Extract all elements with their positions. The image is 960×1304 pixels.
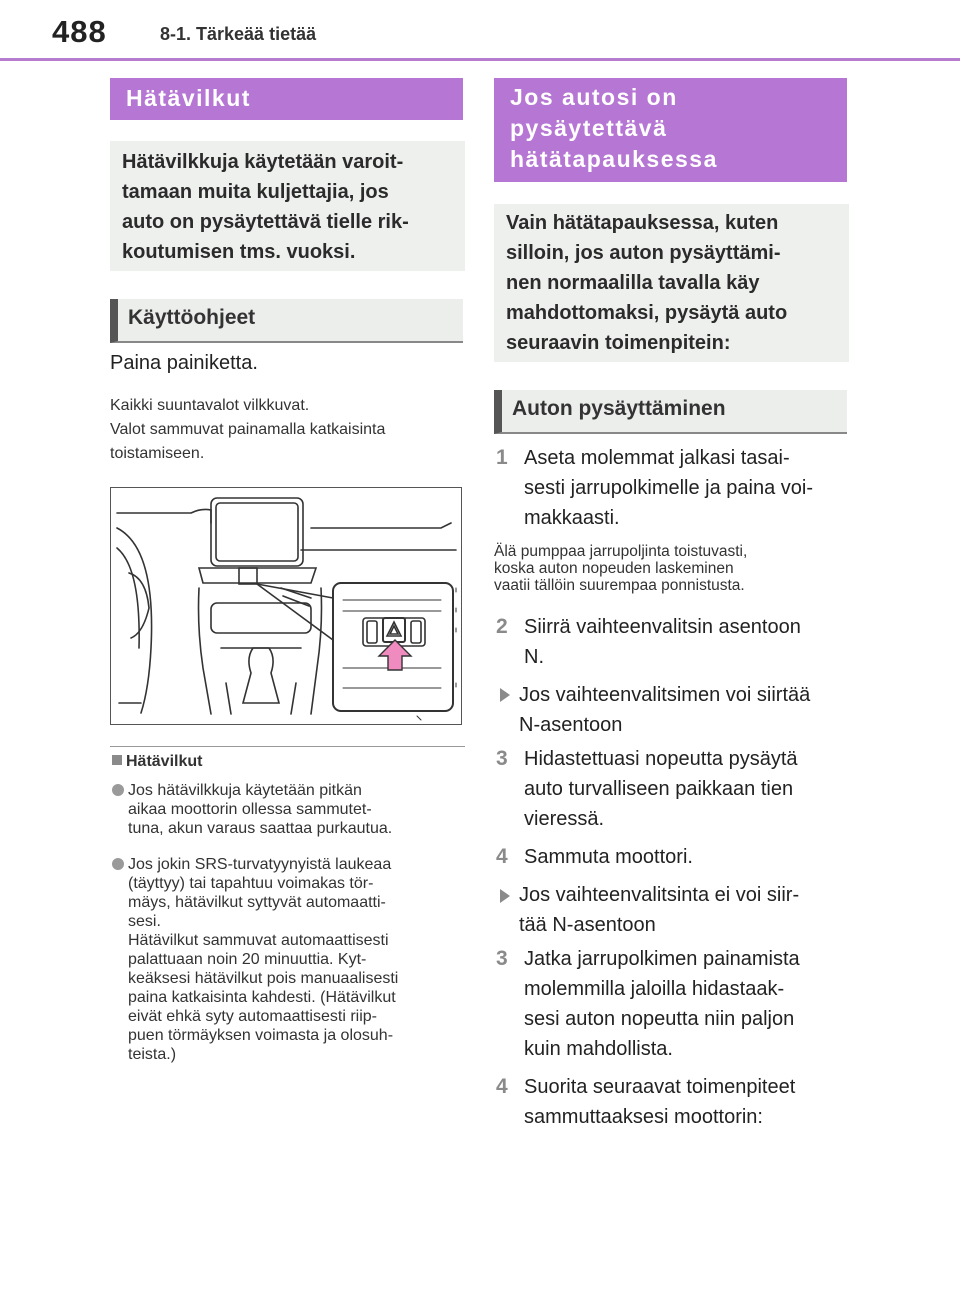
- intro-line: nen normaalilla tavalla käy: [506, 272, 760, 294]
- step-1: [524, 443, 813, 533]
- step-number: 1: [496, 446, 508, 469]
- case-line: Jos vaihteenvalitsinta ei voi siir-: [519, 884, 800, 906]
- step-2: [524, 612, 801, 672]
- figure-divider: [110, 746, 465, 747]
- page-header: [0, 0, 960, 62]
- subsection-title-instructions: Käyttöohjeet: [110, 299, 463, 343]
- step-4b: [524, 1072, 795, 1132]
- subsection-title-stopping: Auton pysäyttäminen: [494, 390, 847, 434]
- note-line: eivät ehkä syty automaattisesti riip-: [128, 1008, 377, 1025]
- note-line: keäksesi hätävilkut pois manuaalisesti: [128, 970, 399, 987]
- intro-line: silloin, jos auton pysäyttämi-: [506, 242, 781, 264]
- note-line: aikaa moottorin ollessa sammutet-: [128, 801, 372, 818]
- intro-line: koutumisen tms. vuoksi.: [122, 241, 356, 263]
- note-line: sesi.: [128, 913, 161, 930]
- step-number: 4: [496, 1075, 508, 1098]
- triangle-bullet-icon: [500, 688, 510, 702]
- step-3b: [524, 944, 800, 1064]
- step-line: kuin mahdollista.: [524, 1038, 673, 1060]
- square-bullet-icon: [112, 755, 122, 765]
- intro-line: auto on pysäytettävä tielle rik-: [122, 211, 409, 233]
- step-line: Jatka jarrupolkimen painamista: [524, 948, 800, 970]
- case-can-shift: [519, 680, 810, 740]
- detail-line: toistamiseen.: [110, 445, 205, 462]
- note-line: paina katkaisinta kahdesti. (Hätävilkut: [128, 989, 396, 1006]
- step-number: 4: [496, 845, 508, 868]
- note-line: (täyttyy) tai tapahtuu voimakas tör-: [128, 875, 374, 892]
- title-line: pysäytettävä: [510, 115, 668, 141]
- notes-heading: [112, 752, 202, 771]
- case-line: tää N-asentoon: [519, 914, 656, 936]
- note-line: tuna, akun varaus saattaa purkautua.: [128, 820, 393, 837]
- step-line: vieressä.: [524, 808, 605, 830]
- step-line: sesti jarrupolkimelle ja paina voi-: [524, 477, 814, 499]
- note-line: Jos jokin SRS-turvatyynyistä laukeaa: [128, 856, 392, 873]
- note-srs: [128, 855, 398, 1064]
- step-number: 3: [496, 747, 508, 770]
- dashboard-illustration: [110, 487, 462, 725]
- step-4a: Sammuta moottori.: [524, 846, 693, 868]
- intro-box-right: [494, 204, 849, 362]
- header-rule: [0, 58, 960, 61]
- note-line: teista.): [128, 1046, 177, 1063]
- step-line: makkaasti.: [524, 507, 620, 529]
- page-number: 488: [52, 14, 107, 49]
- step-number: 3: [496, 947, 508, 970]
- case-line: N-asentoon: [519, 714, 623, 736]
- step-line: sammuttaaksesi moottorin:: [524, 1106, 763, 1128]
- note-line: palattuaan noin 20 minuuttia. Kyt-: [128, 951, 367, 968]
- note-line: mäys, hätävilkut syttyvät automaatti-: [128, 894, 386, 911]
- title-line: hätätapauksessa: [510, 146, 718, 172]
- notes-heading-text: Hätävilkut: [126, 753, 203, 770]
- step-line: Siirrä vaihteenvalitsin asentoon: [524, 616, 801, 638]
- intro-box-left: [110, 141, 465, 271]
- intro-line: tamaan muita kuljettajia, jos: [122, 181, 389, 203]
- section-title-hazard-lights: Hätävilkut: [110, 78, 463, 120]
- chapter-title: 8-1. Tärkeää tietää: [160, 24, 317, 44]
- case-line: Jos vaihteenvalitsimen voi siirtää: [519, 684, 811, 706]
- detail-line: Valot sammuvat painamalla katkaisinta: [110, 421, 386, 438]
- note-battery: [128, 781, 392, 838]
- intro-line: Vain hätätapauksessa, kuten: [506, 212, 779, 234]
- step-line: sesi auton nopeutta niin paljon: [524, 1008, 795, 1030]
- step-1-note: [494, 543, 747, 594]
- step-3a: [524, 744, 798, 834]
- intro-line: seuraavin toimenpitein:: [506, 332, 731, 354]
- step-line: molemmilla jaloilla hidastaak-: [524, 978, 785, 1000]
- intro-line: mahdottomaksi, pysäytä auto: [506, 302, 788, 324]
- step-number: 2: [496, 615, 508, 638]
- note-line: puen törmäyksen voimasta ja olosuh-: [128, 1027, 394, 1044]
- bullet-dot-icon: [112, 858, 124, 870]
- intro-line: Hätävilkkuja käytetään varoit-: [122, 151, 404, 173]
- step-line: Suorita seuraavat toimenpiteet: [524, 1076, 796, 1098]
- bullet-dot-icon: [112, 784, 124, 796]
- step-line: auto turvalliseen paikkaan tien: [524, 778, 794, 800]
- section-title-emergency-stop: [494, 78, 847, 182]
- step-line: Hidastettuasi nopeutta pysäytä: [524, 748, 798, 770]
- case-cannot-shift: [519, 880, 799, 940]
- note-line: vaatii tällöin suurempaa ponnistusta.: [494, 577, 745, 594]
- note-line: Hätävilkut sammuvat automaattisesti: [128, 932, 389, 949]
- step-line: N.: [524, 646, 544, 668]
- triangle-bullet-icon: [500, 889, 510, 903]
- note-line: Jos hätävilkkuja käytetään pitkän: [128, 782, 362, 799]
- note-line: koska auton nopeuden laskeminen: [494, 560, 734, 577]
- dashboard-drawing: [111, 488, 461, 724]
- step-line: Aseta molemmat jalkasi tasai-: [524, 447, 790, 469]
- note-line: Älä pumppaa jarrupoljinta toistuvasti,: [494, 543, 748, 560]
- press-details: [110, 394, 385, 466]
- detail-line: Kaikki suuntavalot vilkkuvat.: [110, 397, 310, 414]
- title-line: Jos autosi on: [510, 84, 678, 110]
- pink-up-arrow-icon: [379, 640, 411, 670]
- press-instruction: Paina painiketta.: [110, 352, 258, 374]
